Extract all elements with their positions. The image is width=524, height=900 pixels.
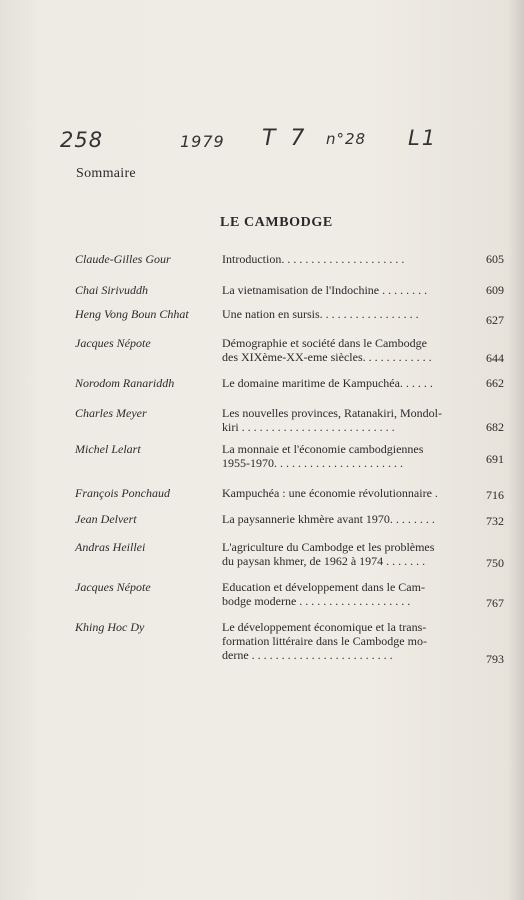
toc-title-line: L'agriculture du Cambodge et les problèmes: [222, 540, 435, 554]
toc-author: Michel Lelart: [75, 442, 141, 456]
toc-title: [222, 336, 468, 364]
toc-author: Heng Vong Boun Chhat: [75, 307, 189, 321]
toc-title: [222, 307, 468, 321]
handwritten-code: L1: [408, 126, 438, 150]
toc-page-number: 767: [486, 596, 504, 610]
handwritten-number: 258: [60, 128, 104, 152]
toc-title-line: Le domaine maritime de Kampuchéa. . . . . .: [222, 376, 433, 390]
toc-title: [222, 406, 468, 434]
toc-author: François Ponchaud: [75, 486, 170, 500]
toc-title-line: Le développement économique et la trans-: [222, 620, 427, 634]
toc-author: Claude-Gilles Gour: [75, 252, 171, 266]
toc-page-number: 793: [486, 652, 504, 666]
toc-title-line: 1955-1970. . . . . . . . . . . . . . . . . . . . . .: [222, 456, 403, 470]
toc-title-line: bodge moderne . . . . . . . . . . . . . . . . . . .: [222, 594, 411, 608]
toc-title: [222, 486, 468, 500]
toc-title-line: du paysan khmer, de 1962 à 1974 . . . . . . .: [222, 554, 426, 568]
toc-title-line: formation littéraire dans le Cambodge mo-: [222, 634, 427, 648]
toc-title: [222, 376, 468, 390]
toc-page-number: 750: [486, 556, 504, 570]
toc-page-number: 691: [486, 452, 504, 466]
toc-page-number: 609: [486, 283, 504, 297]
toc-title-line: La vietnamisation de l'Indochine . . . . . . . .: [222, 283, 428, 297]
toc-author: Norodom Ranariddh: [75, 376, 175, 390]
toc-page-number: 662: [486, 376, 504, 390]
toc-author: Charles Meyer: [75, 406, 147, 420]
toc-title: [222, 540, 468, 568]
toc-title: [222, 620, 468, 662]
toc-page-number: 732: [486, 514, 504, 528]
toc-title-line: Education et développement dans le Cam-: [222, 580, 425, 594]
toc-title-line: kiri . . . . . . . . . . . . . . . . . . . . . . . . . .: [222, 420, 395, 434]
toc-title: [222, 283, 468, 297]
section-title: LE CAMBODGE: [220, 215, 333, 230]
toc-title-line: Introduction. . . . . . . . . . . . . . . . . . . . .: [222, 252, 405, 266]
toc-title-line: Une nation en sursis. . . . . . . . . . . . . . . . .: [222, 307, 419, 321]
toc-title-line: Les nouvelles provinces, Ratanakiri, Mondol-: [222, 406, 442, 420]
toc-author: Khing Hoc Dy: [75, 620, 145, 634]
toc-author: Jean Delvert: [75, 512, 137, 526]
page-heading: Sommaire: [76, 166, 136, 181]
toc-title: [222, 442, 468, 470]
toc-title: [222, 512, 468, 526]
handwritten-volume: T 7: [262, 126, 309, 151]
toc-title-line: des XIXème-XX-eme siècles. . . . . . . . . . . .: [222, 350, 432, 364]
handwritten-issue: n°28: [326, 130, 367, 148]
toc-title-line: Démographie et société dans le Cambodge: [222, 336, 427, 350]
toc-author: Chai Sirivuddh: [75, 283, 149, 297]
toc-title-line: derne . . . . . . . . . . . . . . . . . . . . . . . .: [222, 648, 393, 662]
toc-page-number: 682: [486, 420, 504, 434]
toc-title-line: La monnaie et l'économie cambodgiennes: [222, 442, 424, 456]
toc-author: Jacques Népote: [75, 580, 151, 594]
toc-title: [222, 580, 468, 608]
handwritten-year: 1979: [180, 132, 225, 151]
toc-page-number: 716: [486, 488, 504, 502]
toc-title: [222, 252, 468, 266]
toc-author: Jacques Népote: [75, 336, 151, 350]
toc-page-number: 644: [486, 351, 504, 365]
toc-title-line: La paysannerie khmère avant 1970. . . . . . . .: [222, 512, 435, 526]
toc-page-number: 627: [486, 313, 504, 327]
toc-author: Andras Heillei: [75, 540, 146, 554]
toc-page-number: 605: [486, 252, 504, 266]
toc-title-line: Kampuchéa : une économie révolutionnaire .: [222, 486, 438, 500]
